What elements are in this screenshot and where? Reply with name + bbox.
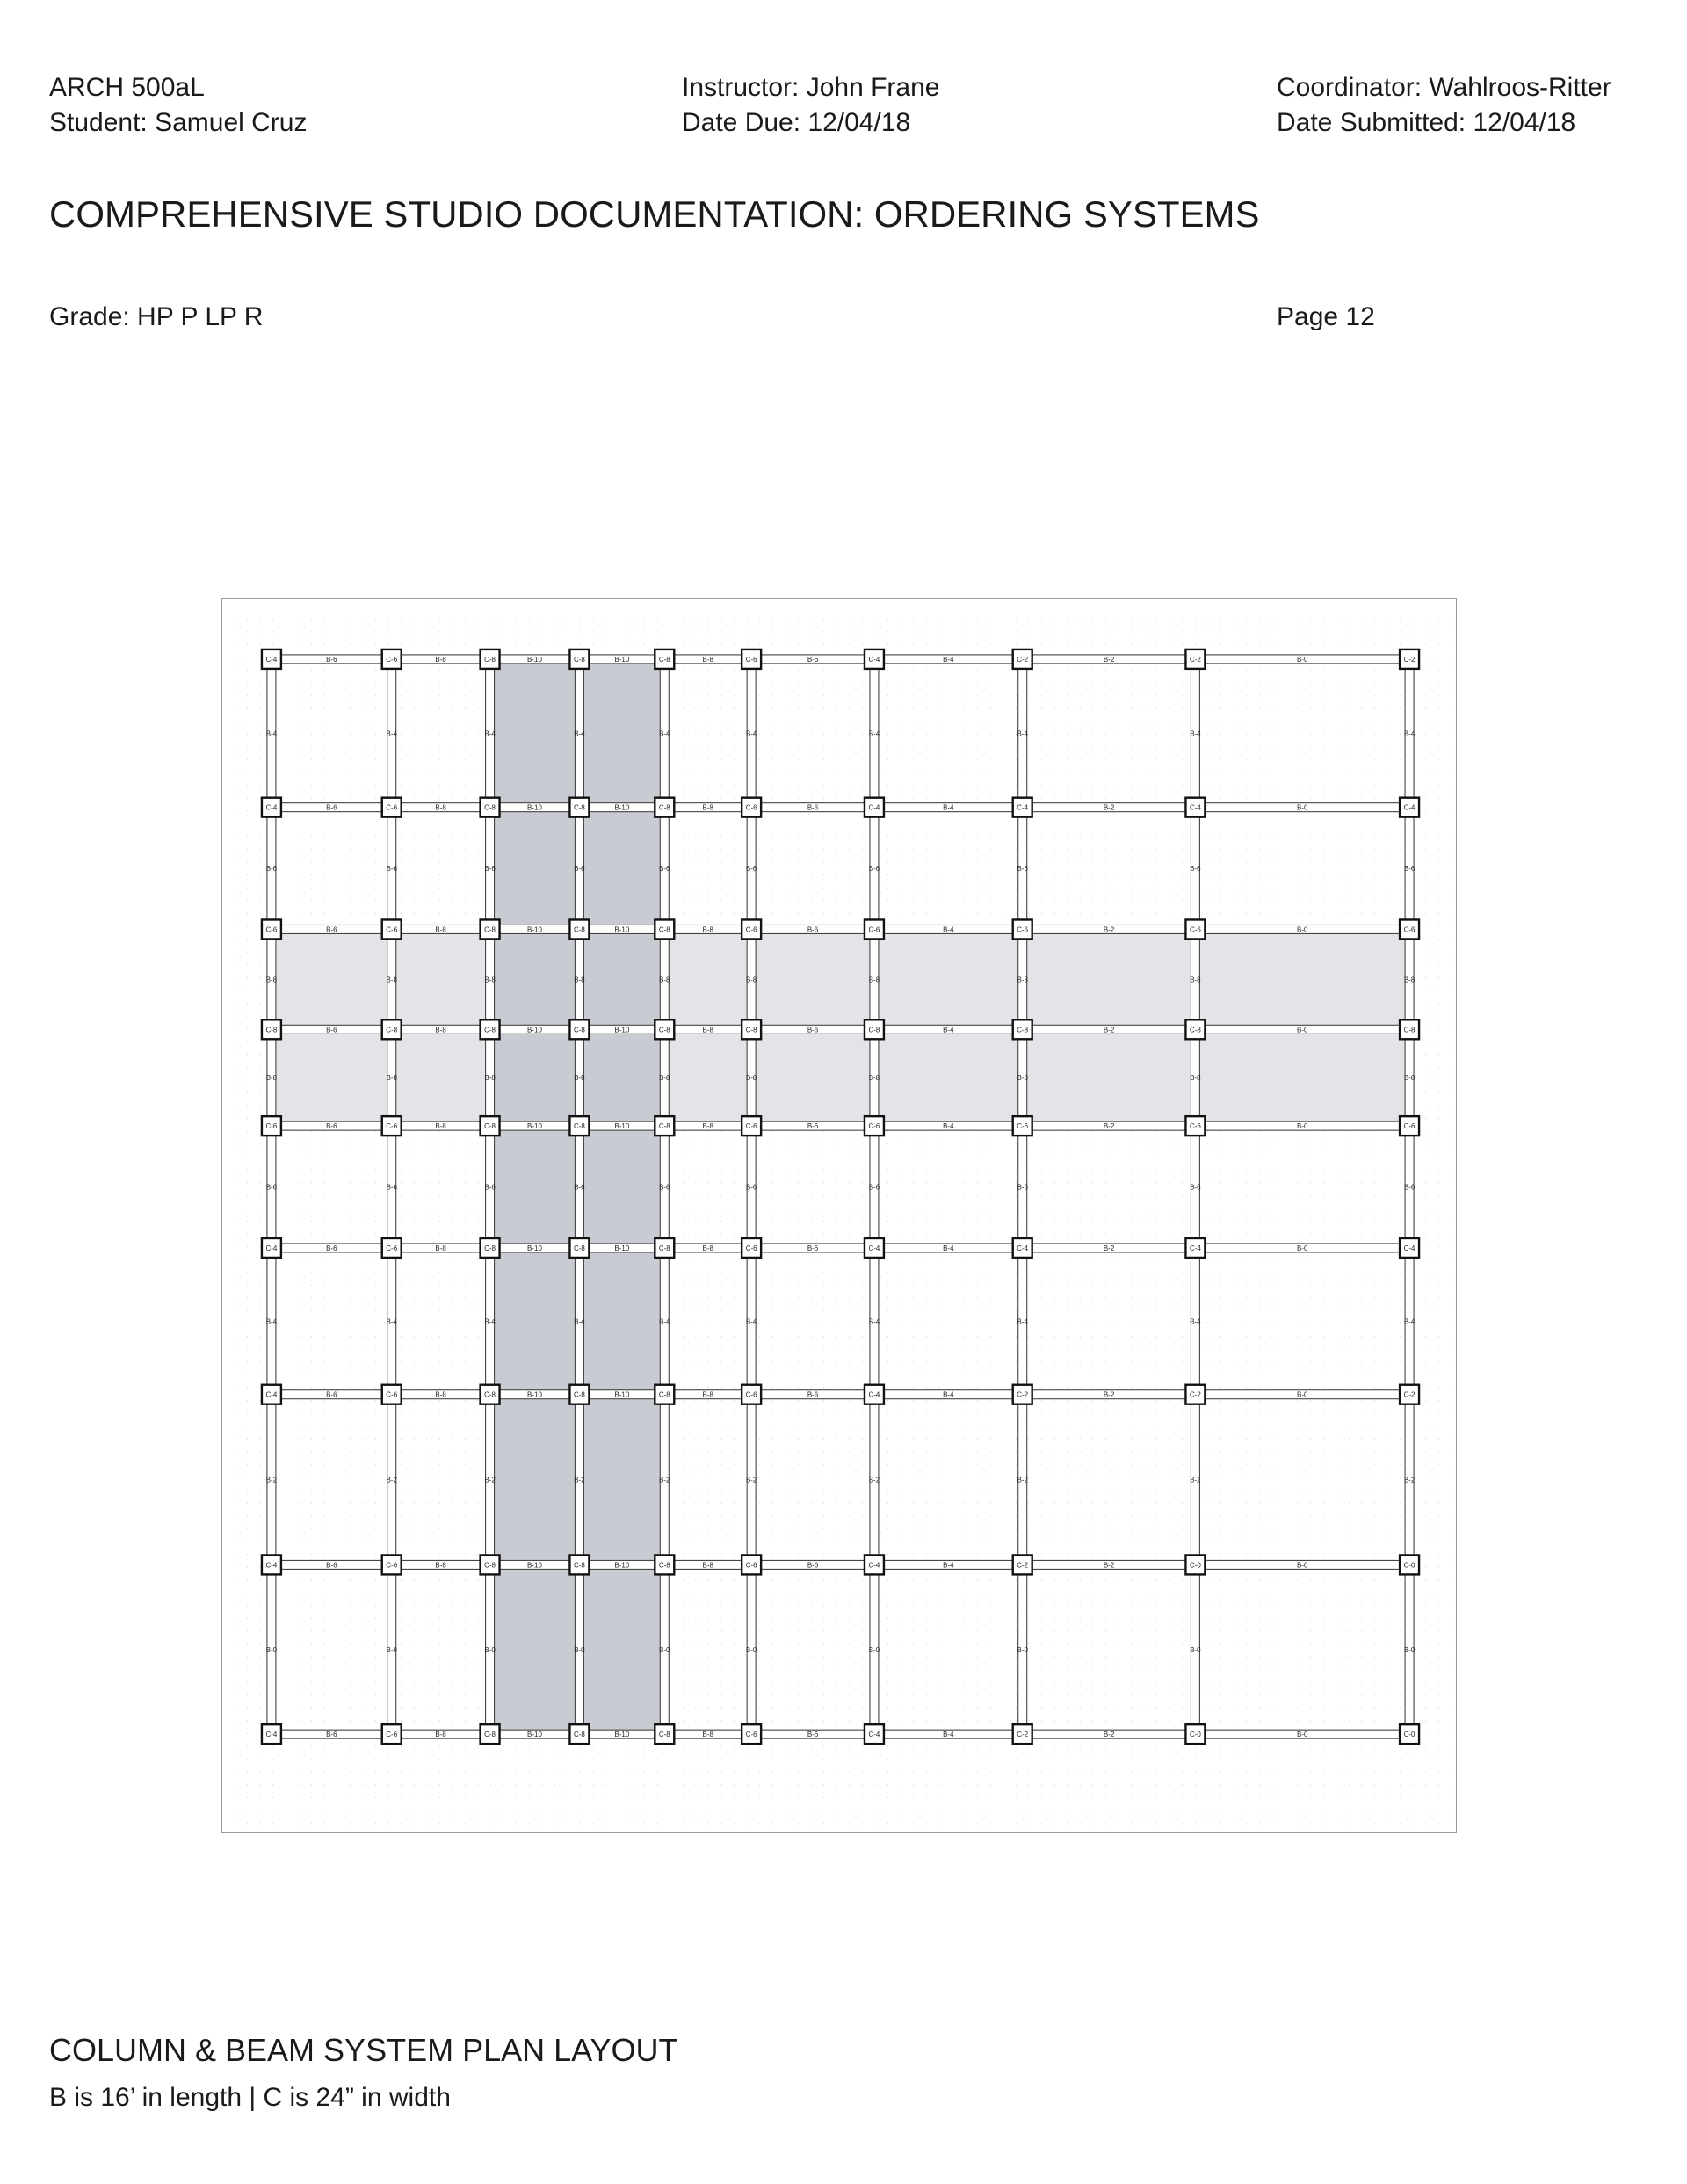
horizontal-beam-tag: B-2 xyxy=(1103,1731,1115,1739)
vertical-beam-tag: B-2 xyxy=(1403,1476,1415,1484)
horizontal-beam-tag: B-8 xyxy=(435,803,446,812)
column-tag: C-4 xyxy=(868,803,880,812)
horizontal-beam-tag: B-2 xyxy=(1103,925,1115,934)
vertical-beam-tag: B-4 xyxy=(574,729,585,738)
column-tag: C-0 xyxy=(1190,1731,1201,1739)
vertical-beam-tag: B-0 xyxy=(1403,1645,1415,1654)
horizontal-beam-tag: B-6 xyxy=(326,925,337,934)
column-tag: C-6 xyxy=(745,1122,757,1131)
vertical-beam-tag: B-6 xyxy=(1403,1183,1415,1192)
horizontal-beam-tag: B-10 xyxy=(614,803,630,812)
vertical-beam-tag: B-4 xyxy=(1190,729,1201,738)
column-tag: C-8 xyxy=(573,803,585,812)
vertical-beam-tag: B-6 xyxy=(1017,1183,1028,1192)
vertical-beam-tag: B-2 xyxy=(1190,1476,1201,1484)
header-right xyxy=(1277,70,1611,141)
horizontal-beam-tag: B-2 xyxy=(1103,1026,1115,1034)
column-tag: C-4 xyxy=(265,1244,278,1252)
column-tag: C-8 xyxy=(658,1390,670,1399)
column-tag: C-4 xyxy=(868,1561,880,1570)
horizontal-beam-tag: B-10 xyxy=(527,925,542,934)
horizontal-beam-tag: B-2 xyxy=(1103,1122,1115,1131)
vertical-beam-tag: B-4 xyxy=(1017,729,1028,738)
horizontal-beam-tag: B-0 xyxy=(1297,1561,1308,1570)
column-tag: C-8 xyxy=(484,1390,496,1399)
horizontal-beam-tag: B-2 xyxy=(1103,1244,1115,1252)
horizontal-beam-tag: B-4 xyxy=(943,1244,954,1252)
vertical-beam-tag: B-4 xyxy=(265,729,278,738)
column-tag: C-8 xyxy=(658,1244,670,1252)
vertical-beam-tag: B-4 xyxy=(484,1317,496,1326)
vertical-beam-tag: B-0 xyxy=(484,1645,496,1654)
vertical-beam-tag: B-6 xyxy=(574,1183,585,1192)
column-tag: C-8 xyxy=(573,1390,585,1399)
vertical-beam-tag: B-6 xyxy=(265,1183,278,1192)
horizontal-beam-tag: B-8 xyxy=(435,925,446,934)
vertical-beam-tag: B-2 xyxy=(659,1476,670,1484)
vertical-beam-tag: B-8 xyxy=(574,976,585,984)
vertical-beam-tag: B-8 xyxy=(868,976,880,984)
horizontal-beam-tag: B-10 xyxy=(527,1561,542,1570)
column-tag: C-6 xyxy=(745,925,757,934)
column-tag: C-8 xyxy=(265,1026,278,1034)
vertical-beam-tag: B-4 xyxy=(386,729,397,738)
vertical-beam-tag: B-2 xyxy=(386,1476,397,1484)
column-tag: C-2 xyxy=(1403,1390,1415,1399)
horizontal-beam-tag: B-10 xyxy=(527,1026,542,1034)
header-left xyxy=(49,70,307,141)
vertical-beam-tag: B-8 xyxy=(484,1074,496,1083)
column-tag: C-6 xyxy=(1017,1122,1029,1131)
column-tag: C-6 xyxy=(745,1731,757,1739)
horizontal-beam-tag: B-4 xyxy=(943,925,954,934)
column-tag: C-4 xyxy=(868,1244,880,1252)
column-tag: C-0 xyxy=(1403,1561,1415,1570)
vertical-beam-tag: B-4 xyxy=(484,729,496,738)
vertical-beam-tag: B-6 xyxy=(484,865,496,874)
vertical-beam-tag: B-0 xyxy=(265,1645,278,1654)
vertical-beam-tag: B-0 xyxy=(574,1645,585,1654)
horizontal-beam-tag: B-6 xyxy=(807,1731,819,1739)
column-tag: C-4 xyxy=(868,1390,880,1399)
vertical-beam-tag: B-8 xyxy=(745,976,757,984)
column-tag: C-6 xyxy=(868,1122,880,1131)
horizontal-beam-tag: B-0 xyxy=(1297,803,1308,812)
horizontal-beam-tag: B-6 xyxy=(807,1026,819,1034)
horizontal-beam-tag: B-10 xyxy=(527,1244,542,1252)
vertical-beam-tag: B-4 xyxy=(1403,1317,1415,1326)
highlight-column-band xyxy=(490,659,580,1734)
column-tag: C-8 xyxy=(573,925,585,934)
background-grid xyxy=(235,606,1452,1825)
column-tag: C-8 xyxy=(573,1026,585,1034)
column-tag: C-4 xyxy=(1403,1244,1415,1252)
vertical-beam-tag: B-8 xyxy=(659,1074,670,1083)
horizontal-beam-tag: B-10 xyxy=(614,1731,630,1739)
horizontal-beam-tag: B-6 xyxy=(326,803,337,812)
column-tag: C-6 xyxy=(265,1122,278,1131)
horizontal-beam-tag: B-10 xyxy=(614,1390,630,1399)
page-number: Page 12 xyxy=(1277,302,1375,331)
date-submitted: Date Submitted: 12/04/18 xyxy=(1277,108,1576,137)
horizontal-beam-tag: B-10 xyxy=(614,655,630,664)
horizontal-beam-tag: B-6 xyxy=(807,803,819,812)
column-tag: C-8 xyxy=(484,1026,496,1034)
vertical-beam-tag: B-4 xyxy=(386,1317,397,1326)
vertical-beam-tag: B-8 xyxy=(1017,976,1028,984)
vertical-beam-tag: B-8 xyxy=(745,1074,757,1083)
column-tag: C-6 xyxy=(868,925,880,934)
vertical-beam-tag: B-6 xyxy=(386,865,397,874)
column-tag: C-2 xyxy=(1017,655,1029,664)
column-tag: C-8 xyxy=(658,1122,670,1131)
horizontal-beam-tag: B-6 xyxy=(807,1561,819,1570)
column-tag: C-8 xyxy=(484,655,496,664)
horizontal-beam-tag: B-8 xyxy=(702,803,713,812)
horizontal-beam-tag: B-0 xyxy=(1297,1244,1308,1252)
vertical-beam-tag: B-4 xyxy=(265,1317,278,1326)
vertical-beam-tag: B-0 xyxy=(659,1645,670,1654)
column-tag: C-4 xyxy=(1190,803,1201,812)
vertical-beam-tag: B-2 xyxy=(484,1476,496,1484)
column-tag: C-6 xyxy=(386,1122,398,1131)
horizontal-beam-tag: B-6 xyxy=(807,1244,819,1252)
column-tag: C-4 xyxy=(868,655,880,664)
horizontal-beam-tag: B-8 xyxy=(435,1731,446,1739)
column-tag: C-8 xyxy=(573,1561,585,1570)
horizontal-beam-tag: B-4 xyxy=(943,1561,954,1570)
vertical-beam-tag: B-6 xyxy=(659,1183,670,1192)
caption-title: COLUMN & BEAM SYSTEM PLAN LAYOUT xyxy=(49,2032,678,2068)
vertical-beam-tag: B-6 xyxy=(265,865,278,874)
column-tag: C-8 xyxy=(658,803,670,812)
column-tag: C-6 xyxy=(1190,925,1201,934)
vertical-beam-tag: B-8 xyxy=(659,976,670,984)
vertical-beam-tag: B-4 xyxy=(574,1317,585,1326)
column-tag: C-2 xyxy=(1017,1390,1029,1399)
horizontal-beam-tag: B-2 xyxy=(1103,655,1115,664)
vertical-beam-tag: B-8 xyxy=(574,1074,585,1083)
column-tag: C-6 xyxy=(745,1561,757,1570)
vertical-beam-tag: B-8 xyxy=(1017,1074,1028,1083)
column-tag: C-2 xyxy=(1190,655,1201,664)
vertical-beam-tag: B-6 xyxy=(745,865,757,874)
column-tag: C-8 xyxy=(484,1561,496,1570)
horizontal-beam-tag: B-8 xyxy=(702,1390,713,1399)
column-tag: C-4 xyxy=(265,1561,278,1570)
column-tag: C-8 xyxy=(745,1026,757,1034)
column-tag: C-8 xyxy=(658,925,670,934)
vertical-beam-tag: B-8 xyxy=(1403,976,1415,984)
beams xyxy=(266,655,1415,1738)
vertical-beam-tag: B-6 xyxy=(1190,1183,1201,1192)
horizontal-beam-tag: B-0 xyxy=(1297,925,1308,934)
horizontal-beam-tag: B-6 xyxy=(326,1731,337,1739)
vertical-beam-tag: B-4 xyxy=(868,729,880,738)
column-tag: C-8 xyxy=(658,655,670,664)
horizontal-beam-tag: B-8 xyxy=(435,1026,446,1034)
horizontal-beam-tag: B-6 xyxy=(326,1026,337,1034)
horizontal-beam-tag: B-10 xyxy=(614,1244,630,1252)
horizontal-beam-tag: B-0 xyxy=(1297,1390,1308,1399)
vertical-beam-tag: B-8 xyxy=(484,976,496,984)
vertical-beam-tag: B-2 xyxy=(868,1476,880,1484)
horizontal-beam-tag: B-4 xyxy=(943,1390,954,1399)
horizontal-beam-tag: B-8 xyxy=(435,1122,446,1131)
instructor-name: Instructor: John Frane xyxy=(682,73,940,102)
column-tag: C-8 xyxy=(1190,1026,1201,1034)
horizontal-beam-tag: B-4 xyxy=(943,655,954,664)
vertical-beam-tag: B-6 xyxy=(868,865,880,874)
grade-line: Grade: HP P LP R xyxy=(49,302,264,331)
column-tag: C-8 xyxy=(484,1731,496,1739)
column-tag: C-8 xyxy=(573,1244,585,1252)
column-tag: C-6 xyxy=(745,655,757,664)
horizontal-beam-tag: B-2 xyxy=(1103,1561,1115,1570)
horizontal-beam-tag: B-8 xyxy=(702,925,713,934)
vertical-beam-tag: B-4 xyxy=(1190,1317,1201,1326)
column-tag: C-4 xyxy=(1017,803,1029,812)
vertical-beam-tag: B-6 xyxy=(484,1183,496,1192)
horizontal-beam-tag: B-8 xyxy=(435,1244,446,1252)
column-tag: C-4 xyxy=(265,1731,278,1739)
vertical-beam-tag: B-8 xyxy=(1403,1074,1415,1083)
column-tag: C-8 xyxy=(1017,1026,1029,1034)
vertical-beam-tag: B-4 xyxy=(659,1317,670,1326)
horizontal-beam-tag: B-0 xyxy=(1297,655,1308,664)
column-tag: C-4 xyxy=(265,1390,278,1399)
horizontal-beam-tag: B-4 xyxy=(943,803,954,812)
vertical-beam-tag: B-4 xyxy=(745,729,757,738)
horizontal-beam-tag: B-8 xyxy=(702,1731,713,1739)
column-tag: C-8 xyxy=(573,655,585,664)
column-tag: C-0 xyxy=(1190,1561,1201,1570)
horizontal-beam-tag: B-10 xyxy=(527,803,542,812)
column-tag: C-6 xyxy=(386,655,398,664)
column-tag: C-8 xyxy=(484,1122,496,1131)
vertical-beam-tag: B-6 xyxy=(386,1183,397,1192)
vertical-beam-tag: B-6 xyxy=(1403,865,1415,874)
highlight-row-band xyxy=(272,1029,1409,1126)
horizontal-beam-tag: B-8 xyxy=(435,1390,446,1399)
plan-svg xyxy=(222,599,1456,1832)
vertical-beam-tag: B-8 xyxy=(1190,976,1201,984)
horizontal-beam-tag: B-8 xyxy=(435,1561,446,1570)
horizontal-beam-tag: B-10 xyxy=(614,1122,630,1131)
vertical-beam-tag: B-6 xyxy=(1190,865,1201,874)
column-tag: C-6 xyxy=(386,803,398,812)
column-tag: C-6 xyxy=(745,1390,757,1399)
horizontal-beam-tag: B-10 xyxy=(527,655,542,664)
horizontal-beam-tag: B-6 xyxy=(807,925,819,934)
vertical-beam-tag: B-0 xyxy=(1017,1645,1028,1654)
vertical-beam-tag: B-2 xyxy=(574,1476,585,1484)
column-tag: C-8 xyxy=(573,1731,585,1739)
horizontal-beam-tag: B-6 xyxy=(326,1390,337,1399)
course-code: ARCH 500aL xyxy=(49,73,205,102)
horizontal-beam-tag: B-6 xyxy=(326,655,337,664)
horizontal-beam-tag: B-10 xyxy=(614,1561,630,1570)
column-tag: C-6 xyxy=(386,1561,398,1570)
vertical-beam-tag: B-0 xyxy=(386,1645,397,1654)
vertical-beam-tag: B-8 xyxy=(386,1074,397,1083)
column-tag: C-4 xyxy=(1403,803,1415,812)
horizontal-beam-tag: B-0 xyxy=(1297,1026,1308,1034)
vertical-beam-tag: B-4 xyxy=(1017,1317,1028,1326)
vertical-beam-tag: B-4 xyxy=(745,1317,757,1326)
highlight-zones xyxy=(272,659,1409,1734)
vertical-beam-tag: B-2 xyxy=(265,1476,278,1484)
column-tag: C-6 xyxy=(386,1390,398,1399)
column-tag: C-4 xyxy=(265,655,278,664)
horizontal-beam-tag: B-6 xyxy=(807,655,819,664)
vertical-beam-tag: B-8 xyxy=(1190,1074,1201,1083)
vertical-beam-tag: B-8 xyxy=(265,1074,278,1083)
horizontal-beam-tag: B-8 xyxy=(435,655,446,664)
coordinator-name: Coordinator: Wahlroos-Ritter xyxy=(1277,73,1611,102)
horizontal-beam-tag: B-8 xyxy=(702,1122,713,1131)
vertical-beam-tag: B-0 xyxy=(868,1645,880,1654)
horizontal-beam-tag: B-8 xyxy=(702,1244,713,1252)
column-tag: C-4 xyxy=(868,1731,880,1739)
column-tag: C-6 xyxy=(745,1244,757,1252)
header-center xyxy=(682,70,939,141)
vertical-beam-tag: B-8 xyxy=(265,976,278,984)
horizontal-beam-tag: B-4 xyxy=(943,1122,954,1131)
horizontal-beam-tag: B-6 xyxy=(807,1122,819,1131)
column-tag: C-6 xyxy=(386,1731,398,1739)
column-tag: C-2 xyxy=(1017,1561,1029,1570)
horizontal-beam-tag: B-2 xyxy=(1103,1390,1115,1399)
column-tag: C-2 xyxy=(1017,1731,1029,1739)
horizontal-beam-tag: B-10 xyxy=(527,1731,542,1739)
horizontal-beam-tag: B-4 xyxy=(943,1731,954,1739)
column-tag: C-6 xyxy=(745,803,757,812)
column-tag: C-4 xyxy=(265,803,278,812)
column-tag: C-6 xyxy=(265,925,278,934)
column-tag: C-8 xyxy=(658,1731,670,1739)
vertical-beam-tag: B-8 xyxy=(868,1074,880,1083)
column-tag: C-8 xyxy=(1403,1026,1415,1034)
vertical-beam-tag: B-2 xyxy=(745,1476,757,1484)
column-tag: C-8 xyxy=(658,1561,670,1570)
column-tag: C-0 xyxy=(1403,1731,1415,1739)
column-tag: C-2 xyxy=(1190,1390,1201,1399)
horizontal-beam-tag: B-6 xyxy=(326,1561,337,1570)
column-tag: C-6 xyxy=(1017,925,1029,934)
vertical-beam-tag: B-0 xyxy=(1190,1645,1201,1654)
vertical-beam-tag: B-8 xyxy=(386,976,397,984)
column-tag: C-8 xyxy=(573,1122,585,1131)
horizontal-beam-tag: B-2 xyxy=(1103,803,1115,812)
horizontal-beam-tag: B-0 xyxy=(1297,1122,1308,1131)
vertical-beam-tag: B-6 xyxy=(868,1183,880,1192)
column-tag: C-8 xyxy=(484,925,496,934)
column-tag: C-8 xyxy=(484,1244,496,1252)
vertical-beam-tag: B-6 xyxy=(574,865,585,874)
horizontal-beam-tag: B-10 xyxy=(527,1122,542,1131)
horizontal-beam-tag: B-8 xyxy=(702,1561,713,1570)
column-tag: C-6 xyxy=(1190,1122,1201,1131)
highlight-column-band xyxy=(579,659,664,1734)
horizontal-beam-tag: B-6 xyxy=(326,1122,337,1131)
plan-drawing xyxy=(221,598,1457,1833)
horizontal-beam-tag: B-8 xyxy=(702,655,713,664)
column-tag: C-8 xyxy=(484,803,496,812)
column-tag: C-4 xyxy=(1190,1244,1201,1252)
column-tag: C-8 xyxy=(386,1026,398,1034)
caption-subtitle: B is 16’ in length | C is 24” in width xyxy=(49,2083,451,2112)
horizontal-beam-tag: B-6 xyxy=(326,1244,337,1252)
vertical-beam-tag: B-4 xyxy=(1403,729,1415,738)
vertical-beam-tag: B-6 xyxy=(1017,865,1028,874)
horizontal-beam-tag: B-0 xyxy=(1297,1731,1308,1739)
columns xyxy=(262,649,1419,1744)
horizontal-beam-tag: B-10 xyxy=(614,925,630,934)
vertical-beam-tag: B-0 xyxy=(745,1645,757,1654)
vertical-beam-tag: B-6 xyxy=(659,865,670,874)
horizontal-beam-tag: B-4 xyxy=(943,1026,954,1034)
column-tag: C-4 xyxy=(1017,1244,1029,1252)
date-due: Date Due: 12/04/18 xyxy=(682,108,911,137)
vertical-beam-tag: B-6 xyxy=(745,1183,757,1192)
column-tag: C-6 xyxy=(386,925,398,934)
column-tag: C-2 xyxy=(1403,655,1415,664)
column-tag: C-6 xyxy=(1403,1122,1415,1131)
vertical-beam-tag: B-2 xyxy=(1017,1476,1028,1484)
horizontal-beam-tag: B-8 xyxy=(702,1026,713,1034)
column-tag: C-8 xyxy=(868,1026,880,1034)
highlight-row-band xyxy=(272,929,1409,1029)
column-tag: C-6 xyxy=(386,1244,398,1252)
horizontal-beam-tag: B-10 xyxy=(614,1026,630,1034)
vertical-beam-tag: B-4 xyxy=(868,1317,880,1326)
document-title: COMPREHENSIVE STUDIO DOCUMENTATION: ORDERING SYSTEMS xyxy=(49,193,1260,235)
horizontal-beam-tag: B-6 xyxy=(807,1390,819,1399)
horizontal-beam-tag: B-10 xyxy=(527,1390,542,1399)
vertical-beam-tag: B-4 xyxy=(659,729,670,738)
column-tag: C-8 xyxy=(658,1026,670,1034)
student-name: Student: Samuel Cruz xyxy=(49,108,308,137)
column-tag: C-6 xyxy=(1403,925,1415,934)
